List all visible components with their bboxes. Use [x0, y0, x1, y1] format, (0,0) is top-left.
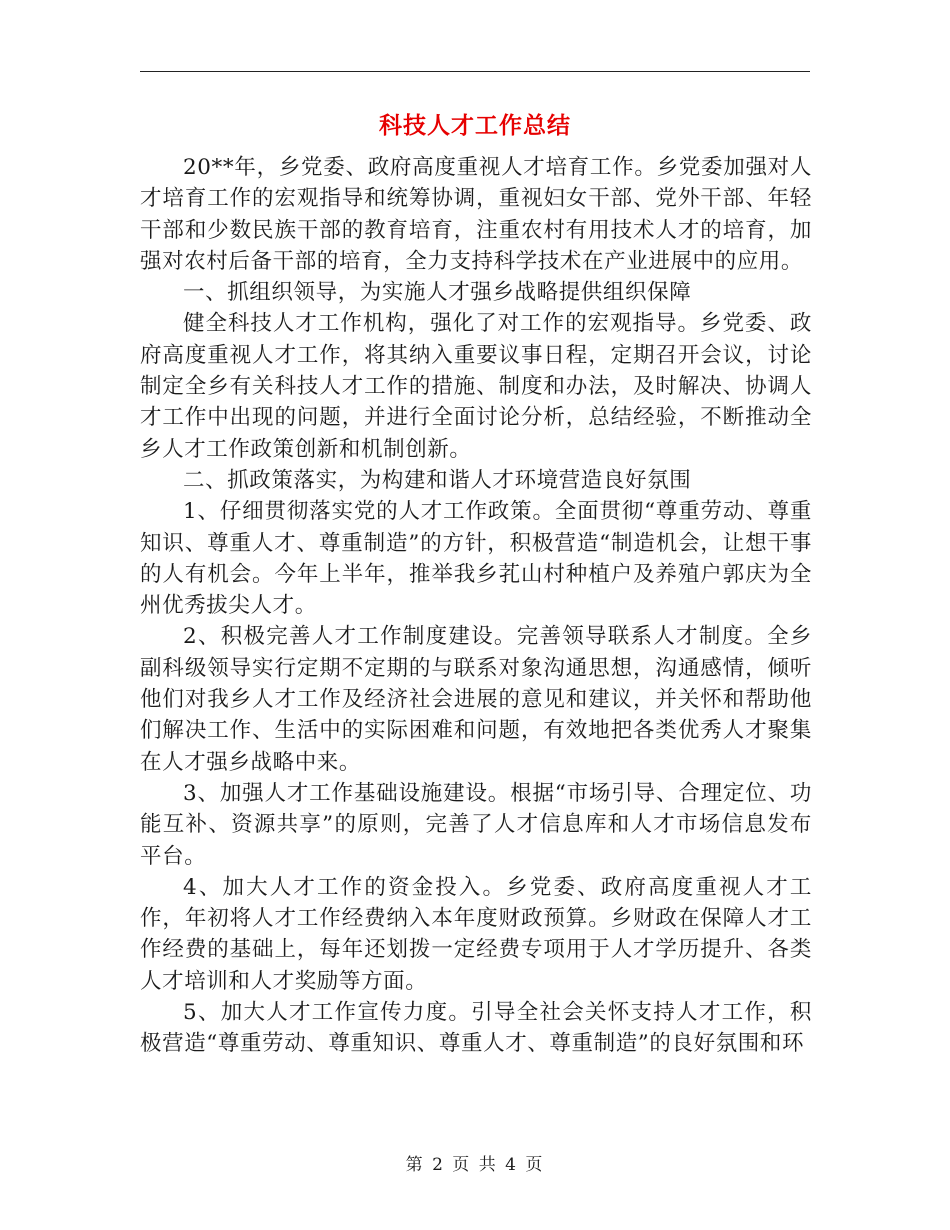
paragraph-item-5: 5、加大人才工作宣传力度。引导全社会关怀支持人才工作，积极营造“尊重劳动、尊重知识、尊重人才、尊重制造”的良好氛围和环: [140, 1000, 812, 1057]
paragraph-item-4: 4、加大人才工作的资金投入。乡党委、政府高度重视人才工作，年初将人才工作经费纳入本年度财政预算。乡财政在保障人才工作经费的基础上，每年还划拨一定经费专项用于人才学历提升、各类人才培训和人才奖励等方面。: [140, 874, 812, 994]
page-number-footer: 第 2 页 共 4 页: [405, 1155, 545, 1175]
document-title: 科技人才工作总结: [379, 112, 571, 139]
section-heading-1: 一、抓组织领导，为实施人才强乡战略提供组织保障: [183, 280, 692, 306]
paragraph-section-1: 健全科技人才工作机构，强化了对工作的宏观指导。乡党委、政府高度重视人才工作，将其纳入重要议事日程，定期召开会议，讨论制定全乡有关科技人才工作的措施、制度和办法，及时解决、协调人才工作中出现的问题，并进行全面讨论分析，总结经验，不断推动全乡人才工作政策创新和机制创新。: [140, 311, 812, 462]
paragraph-item-1: 1、仔细贯彻落实党的人才工作政策。全面贯彻“尊重劳动、尊重知识、尊重人才、尊重制造”的方针，积极营造“制造机会，让想干事的人有机会。今年上半年，推举我乡芤山村种植户及养殖户郭庆为全州优秀拔尖人才。: [140, 499, 812, 619]
document-body: [140, 152, 812, 1060]
section-heading-2: 二、抓政策落实，为构建和谐人才环境营造良好氛围: [183, 467, 692, 493]
paragraph-item-3: 3、加强人才工作基础设施建设。根据“市场引导、合理定位、功能互补、资源共享”的原则，完善了人才信息库和人才市场信息发布平台。: [140, 780, 812, 869]
paragraph-item-2: 2、积极完善人才工作制度建设。完善领导联系人才制度。全乡副科级领导实行定期不定期的与联系对象沟通思想，沟通感情，倾听他们对我乡人才工作及经济社会进展的意见和建议，并关怀和帮助他们解决工作、生活中的实际困难和问题，有效地把各类优秀人才聚集在人才强乡战略中来。: [140, 624, 812, 775]
header-rule: [140, 71, 810, 72]
paragraph-intro: 20**年，乡党委、政府高度重视人才培育工作。乡党委加强对人才培育工作的宏观指导和统筹协调，重视妇女干部、党外干部、年轻干部和少数民族干部的教育培育，注重农村有用技术人才的培育，加强对农村后备干部的培育，全力支持科学技术在产业进展中的应用。: [140, 155, 812, 274]
